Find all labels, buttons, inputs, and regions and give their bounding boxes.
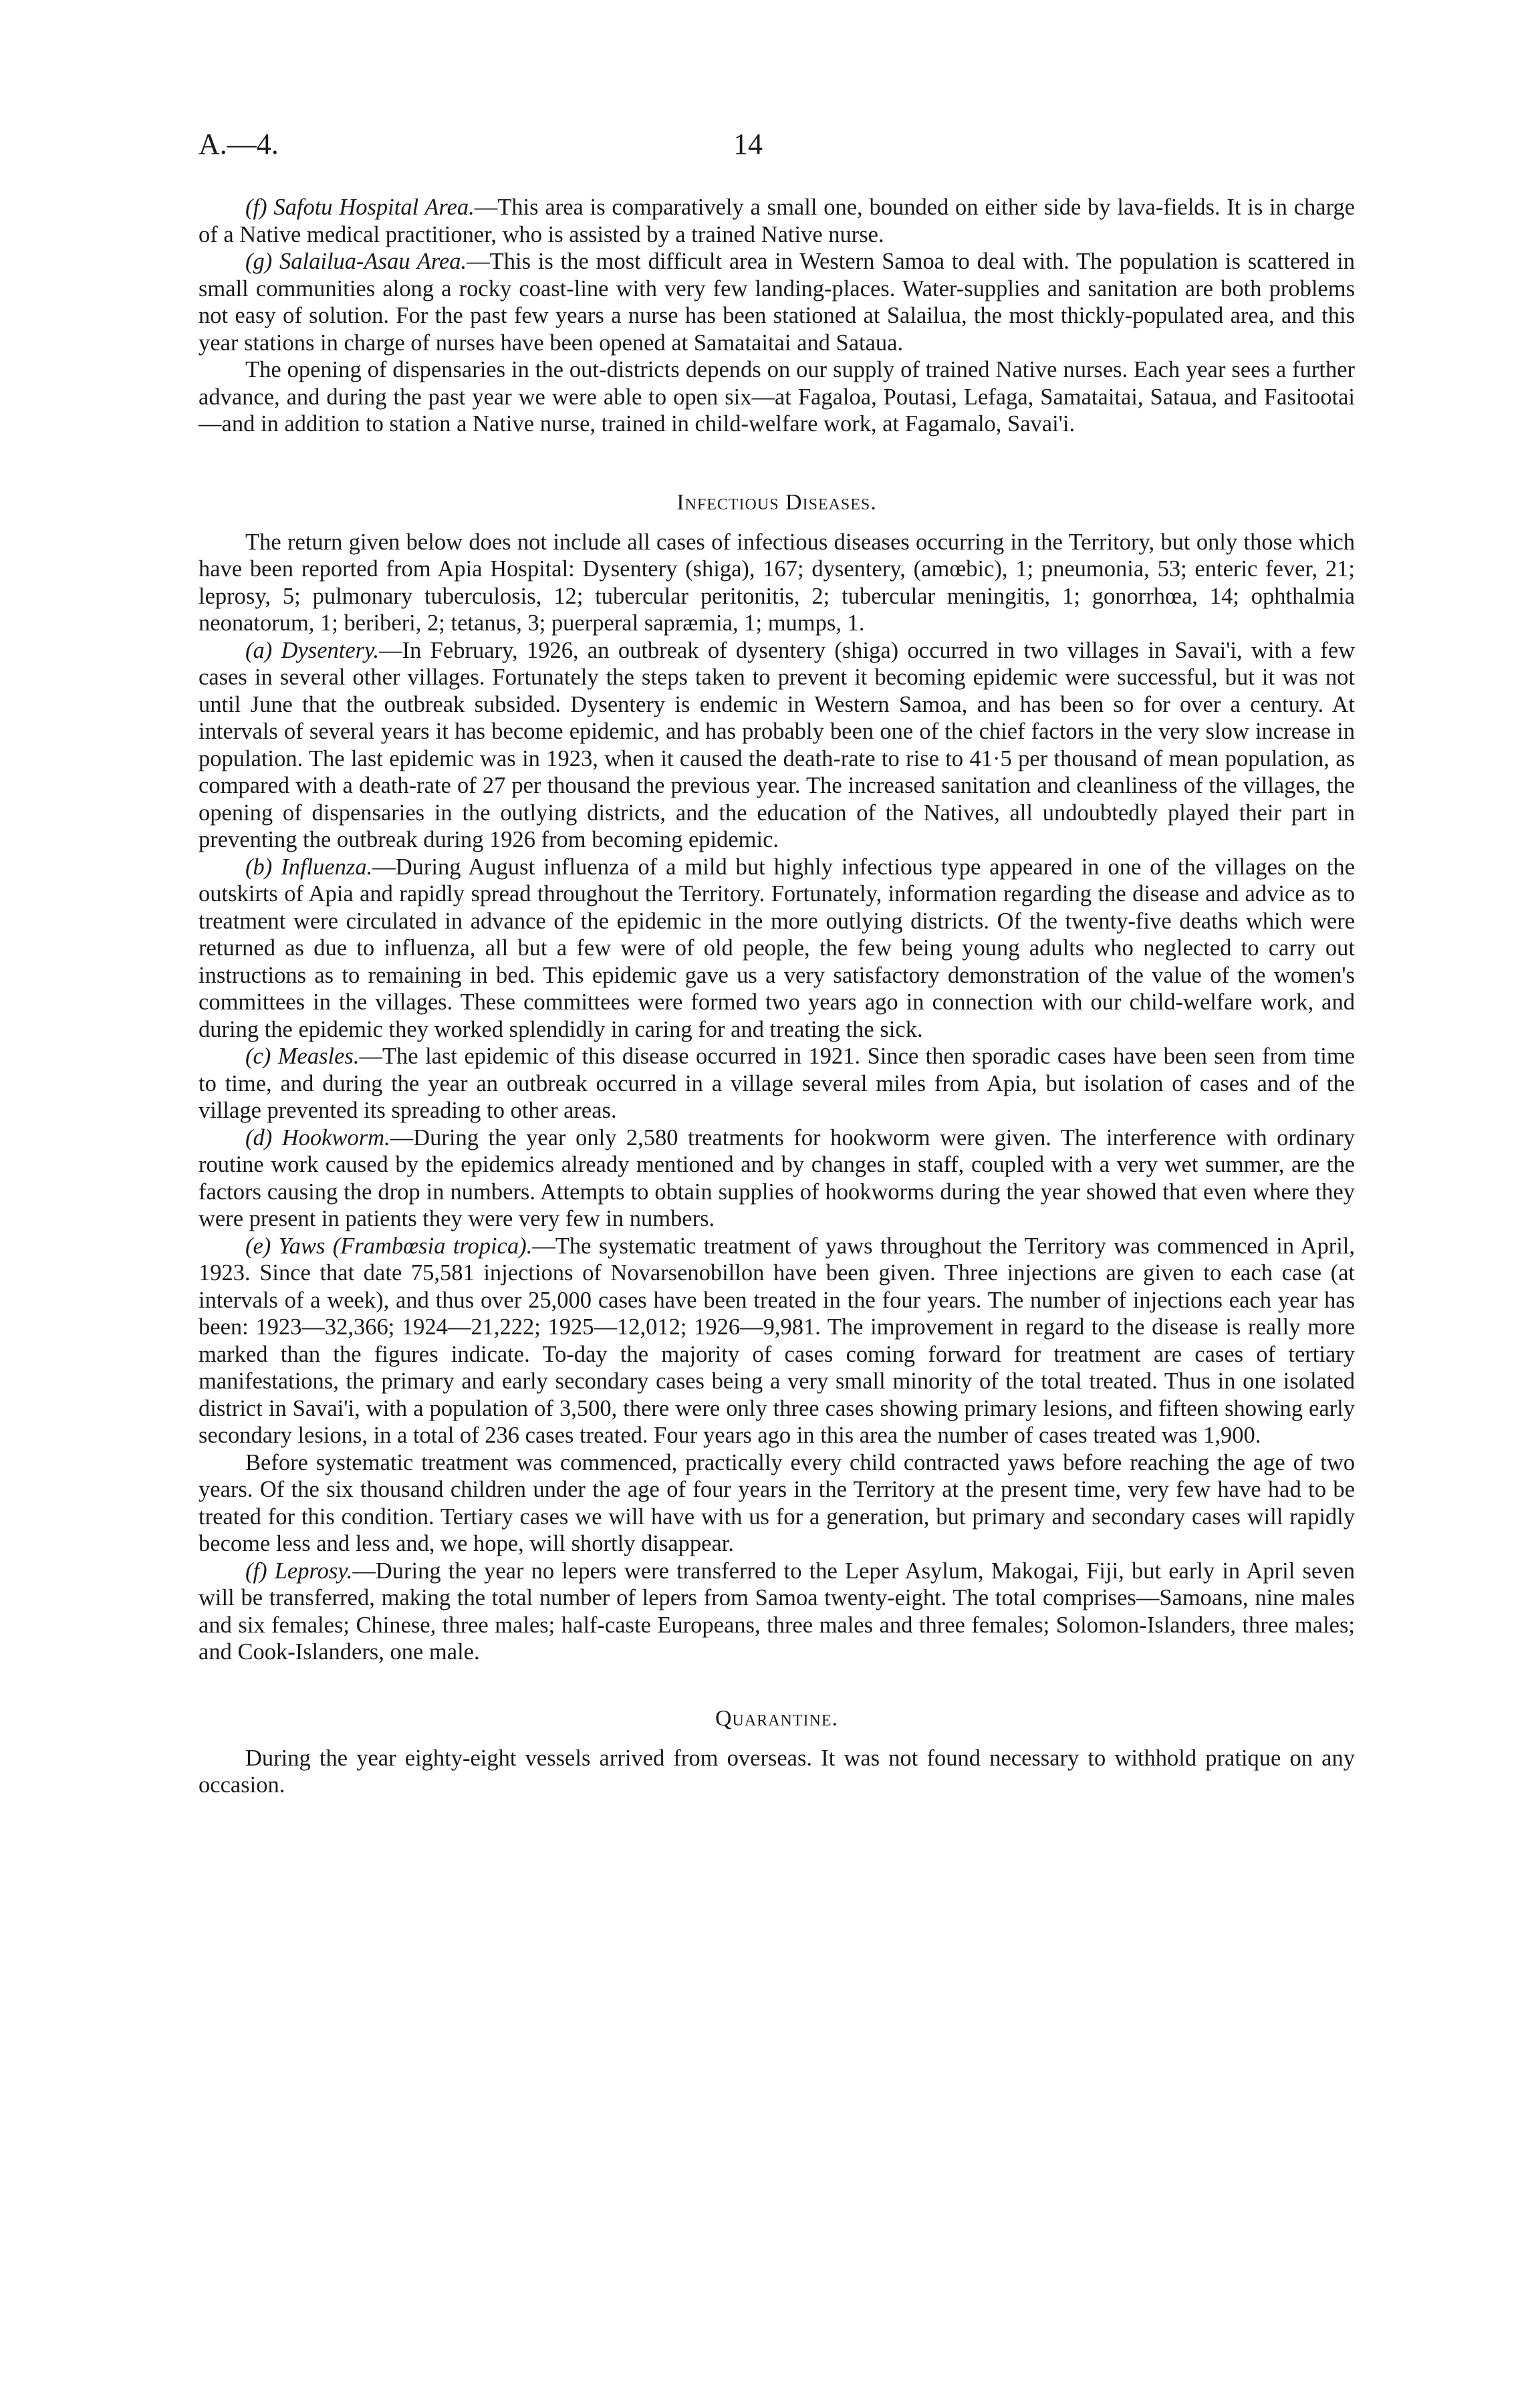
paragraph-lead: (a) Dysentery. [245,637,380,663]
hospital-areas-section [199,194,1355,438]
page-number: 14 [733,128,763,160]
paragraph-yaws [199,1233,1355,1449]
paragraph-text: Before systematic treatment was commenced, practically every child contracted yaws before reaching the age of two years. Of the six thousand children under the age of four years in the Territory at the present time, very few have had to be treated for this condition. Tertiary cases we will have with us for a generation, but primary and secondary cases will rapidly become less and less and, we hope, will shortly disappear. [199,1449,1355,1556]
document-reference: A.—4. [199,128,279,160]
document-page [199,120,1355,1799]
paragraph-influenza [199,854,1355,1044]
paragraph-quarantine: During the year eighty-eight vessels arrived from overseas. It was not found necessary to withhold pratique on any occasion. [199,1745,1355,1798]
paragraph-leprosy [199,1558,1355,1666]
paragraph-text: —In February, 1926, an outbreak of dysentery (shiga) occurred in two villages in Savai'i, with a few cases in several other villages. Fortunately the steps taken to prevent it becoming epidemic were successful, but it was not until June that the outbreak subsided. Dysentery is endemic in Western Samoa, and has been so for over a century. At intervals of several years it has become epidemic, and has probably been one of the chief factors in the very slow increase in population. The last epidemic was in 1923, when it caused the death-rate to rise to 41·5 per thousand of mean population, as compared with a death-rate of 27 per thousand the previous year. The increased sanitation and cleanliness of the villages, the opening of dispensaries in the outlying districts, and the education of the Natives, all undoubtedly played their part in preventing the outbreak during 1926 from becoming epidemic. [199,637,1355,852]
paragraph-return [199,529,1355,637]
paragraph-text: The opening of dispensaries in the out-districts depends on our supply of trained Native nurses. Each year sees a further advance, and during the past year we were able to open six—at Fagaloa, Poutasi, Lefaga, Samataitai, Sataua, and Fasitootai—and in addition to station a Native nurse, trained in child-welfare work, at Fagamalo, Savai'i. [199,357,1355,437]
paragraph-lead: (d) Hookworm. [245,1124,390,1151]
paragraph-lead: (b) Influenza. [245,854,373,880]
paragraph-yaws-continued [199,1449,1355,1558]
paragraph-lead: (f) Safotu Hospital Area. [245,195,475,220]
paragraph-text: The return given below does not include all cases of infectious diseases occurring in the Territory, but only those which have been reported from Apia Hospital: Dysentery (shiga), 167; dysentery, (amœbic), 1; pneumonia, 53; enteric fever, 21; leprosy, 5; pulmonary tuberculosis, 12; tubercular peritonitis, 2; tubercular meningitis, 1; gonorrhœa, 14; ophthalmia neonatorum, 1; beriberi, 2; tetanus, 3; puerperal sapræmia, 1; mumps, 1. [199,529,1355,636]
heading-quarantine: Quarantine. [715,1705,839,1731]
paragraph-measles [199,1043,1355,1124]
paragraph-text: —During the year no lepers were transferred to the Leper Asylum, Makogai, Fiji, but early in April seven will be transferred, making the total number of lepers from Samoa twenty-eight. The total comprises—Samoans, nine males and six females; Chinese, three males; half-caste Europeans, three males and three females; Solomon-Islanders, three males; and Cook-Islanders, one male. [199,1558,1356,1665]
page-header [199,120,1355,194]
paragraph-dysentery [199,637,1355,854]
infectious-diseases-section [199,529,1355,1666]
paragraph-text: —The last epidemic of this disease occurred in 1921. Since then sporadic cases have been seen from time to time, and during the year an outbreak occurred in a village several miles from Apia, but isolation of cases and of the village prevented its spreading to other areas. [199,1044,1355,1123]
paragraph-text: —The systematic treatment of yaws throughout the Territory was commenced in April, 1923. Since that date 75,581 injections of Novarsenobillon have been given. Three injections are given to each case (at intervals of a week), and thus over 25,000 cases have been treated in the four years. The number of injections each year has been: 1923—32,366; 1924—21,222; 1925—12,012; 1926—9,981. The improvement in regard to the disease is really more marked than the figures indicate. To-day the majority of cases coming forward for treatment are cases of tertiary manifestations, the primary and early secondary cases being a very small minority of the total treated. Thus in one isolated district in Savai'i, with a population of 3,500, there were only three cases showing primary lesions, and fifteen showing early secondary lesions, in a total of 236 cases treated. Four years ago in this area the number of cases treated was 1,900. [199,1233,1355,1448]
paragraph-text: —This is the most difficult area in Western Samoa to deal with. The population is scattered in small communities along a rocky coast-line with very few landing-places. Water-supplies and sanitation are both problems not easy of solution. For the past few years a nurse has been stationed at Salailua, the most thickly-populated area, and this year stations in charge of nurses have been opened at Samataitai and Sataua. [199,249,1355,356]
paragraph-salailua [199,248,1355,356]
paragraph-text: —During the year only 2,580 treatments for hookworm were given. The interference with ordinary routine work caused by the epidemics already mentioned and by changes in staff, coupled with a very wet summer, are the factors causing the drop in numbers. Attempts to obtain supplies of hookworms during the year showed that even where they were present in patients they were very few in numbers. [199,1124,1355,1231]
paragraph-text: —During August influenza of a mild but highly infectious type appeared in one of the villages on the outskirts of Apia and rapidly spread throughout the Territory. Fortunately, information regarding the disease and advice as to treatment were circulated in advance of the epidemic in the more outlying districts. Of the twenty-five deaths which were returned as due to influenza, all but a few were of old people, the few being young adults who neglected to carry out instructions as to remaining in bed. This epidemic gave us a very satisfactory demonstration of the value of the women's committees in the villages. These committees were formed two years ago in connection with our child-welfare work, and during the epidemic they worked splendidly in caring for and treating the sick. [199,854,1355,1042]
heading-infectious-diseases: Infectious Diseases. [676,489,877,515]
paragraph-hookworm [199,1124,1355,1233]
paragraph-lead: (c) Measles. [245,1044,360,1069]
paragraph-safotu [199,194,1355,248]
paragraph-lead: (e) Yaws (Frambœsia tropica). [245,1233,533,1259]
paragraph-lead: (g) Salailua-Asau Area. [245,249,467,274]
quarantine-section [199,1745,1355,1799]
paragraph-lead: (f) Leprosy. [245,1558,353,1584]
paragraph-text: —This area is comparatively a small one, bounded on either side by lava-fields. It is in charge of a Native medical practitioner, who is assisted by a trained Native nurse. [199,195,1355,247]
paragraph-dispensaries [199,356,1355,438]
